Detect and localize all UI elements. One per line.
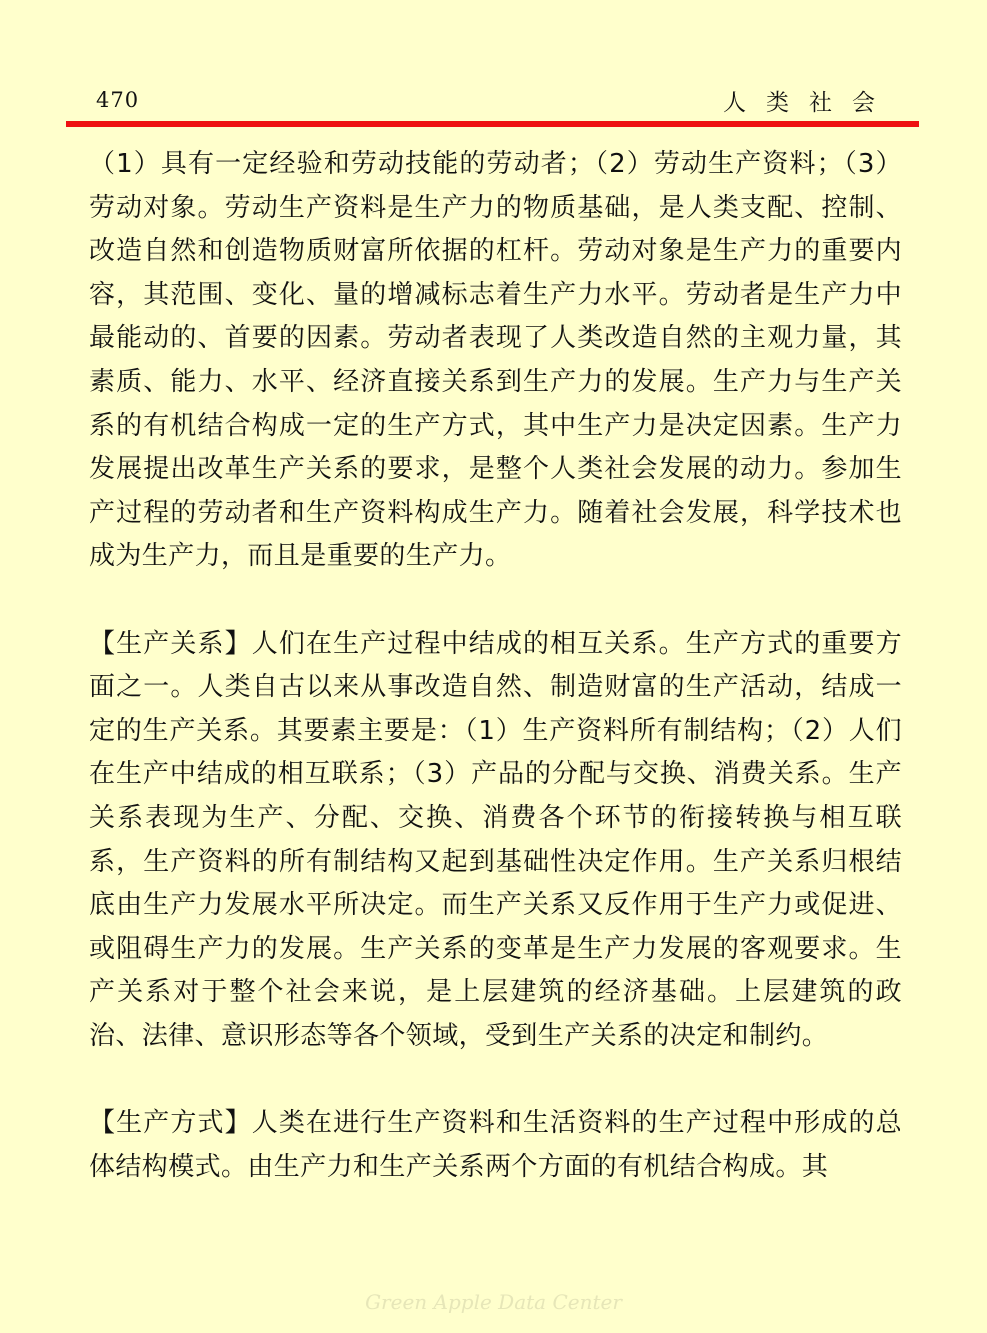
entry-text: 人类在进行生产资料和生活资料的生产过程中形成的总体结构模式。由生产力和生产关系两个方面的有机结合构成。其 — [89, 1108, 902, 1182]
page-body — [89, 143, 902, 1189]
entry-text: （1）具有一定经验和劳动技能的劳动者；（2）劳动生产资料；（3）劳动对象。劳动生产资料是生产力的物质基础，是人类支配、控制、改造自然和创造物质财富所依据的杠杆。劳动对象是生产力的重要内容，其范围、变化、量的增减标志着生产力水平。劳动者是生产力中最能动的、首要的因素。劳动者表现了人类改造自然的主观力量，其素质、能力、水平、经济直接关系到生产力的发展。生产力与生产关系的有机结合构成一定的生产方式，其中生产力是决定因素。生产力发展提出改革生产关系的要求，是整个人类社会发展的动力。参加生产过程的劳动者和生产资料构成生产力。随着社会发展，科学技术也成为生产力，而且是重要的生产力。 — [89, 149, 902, 572]
entry-term: 【生产方式】 — [89, 1108, 252, 1139]
header-rule — [66, 121, 919, 127]
entry-paragraph — [89, 623, 902, 1059]
entry-paragraph — [89, 143, 902, 579]
watermark: Green Apple Data Center — [365, 1290, 622, 1314]
entry-text: 人们在生产过程中结成的相互关系。生产方式的重要方面之一。人类自古以来从事改造自然、制造财富的生产活动，结成一定的生产关系。其要素主要是：（1）生产资料所有制结构；（2）人们在生产中结成的相互联系；（3）产品的分配与交换、消费关系。生产关系表现为生产、分配、交换、消费各个环节的衔接转换与相互联系，生产资料的所有制结构又起到基础性决定作用。生产关系归根结底由生产力发展水平所决定。而生产关系又反作用于生产力或促进、或阻碍生产力的发展。生产关系的变革是生产力发展的客观要求。生产关系对于整个社会来说，是上层建筑的经济基础。上层建筑的政治、法律、意识形态等各个领域，受到生产关系的决定和制约。 — [89, 628, 902, 1051]
entry-paragraph — [89, 1102, 902, 1189]
page-number: 470 — [96, 88, 140, 112]
running-title: 人类社会 — [723, 90, 895, 116]
entry-term: 【生产关系】 — [89, 628, 252, 659]
